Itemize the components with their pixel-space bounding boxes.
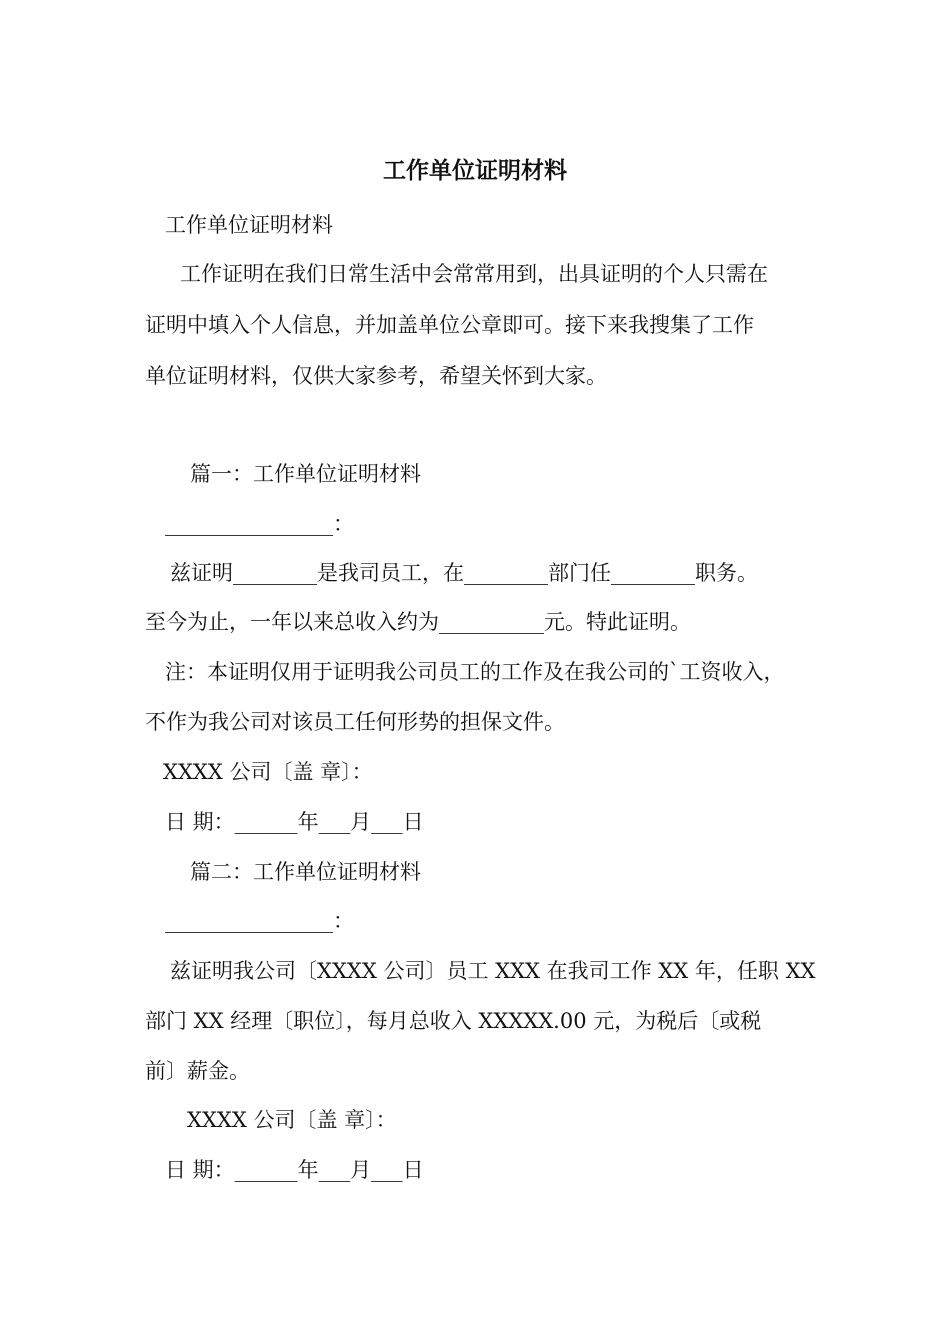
section2-body-line-2: 部门 XX 经理〔职位〕，每月总收入 XXXXX.00 元，为税后〔或税 <box>145 1009 762 1033</box>
section1-date: 日 期：______年___月___日 <box>165 810 424 834</box>
intro-line-3: 单位证明材料，仅供大家参考，希望关怀到大家。 <box>145 364 607 388</box>
section2-seal: XXXX 公司〔盖 章〕： <box>187 1108 397 1132</box>
section1-note-line-2: 不作为我公司对该员工任何形势的担保文件。 <box>145 710 565 734</box>
document-subtitle: 工作单位证明材料 <box>165 213 333 237</box>
intro-line-1: 工作证明在我们日常生活中会常常用到，出具证明的个人只需在 <box>180 262 768 286</box>
section2-date: 日 期：______年___月___日 <box>165 1158 424 1182</box>
section1-note-line-1: 注：本证明仅用于证明我公司员工的工作及在我公司的`工资收入， <box>165 660 785 684</box>
section2-heading: 篇二：工作单位证明材料 <box>190 860 421 884</box>
section1-addressee: ________________： <box>165 512 354 536</box>
section1-heading: 篇一：工作单位证明材料 <box>190 462 421 486</box>
intro-line-2: 证明中填入个人信息，并加盖单位公章即可。接下来我搜集了工作 <box>145 313 754 337</box>
section1-body-line-1: 兹证明________是我司员工，在________部门任________职务。 <box>170 561 758 585</box>
section1-seal: XXXX 公司〔盖 章〕： <box>163 760 373 784</box>
document-title: 工作单位证明材料 <box>383 157 567 184</box>
section2-body-line-3: 前〕薪金。 <box>145 1059 250 1083</box>
section2-addressee: ________________： <box>165 909 354 933</box>
section1-body-line-2: 至今为止，一年以来总收入约为__________元。特此证明。 <box>145 610 691 634</box>
section2-body-line-1: 兹证明我公司〔XXXX 公司〕员工 XXX 在我司工作 XX 年，任职 XX <box>170 959 816 983</box>
